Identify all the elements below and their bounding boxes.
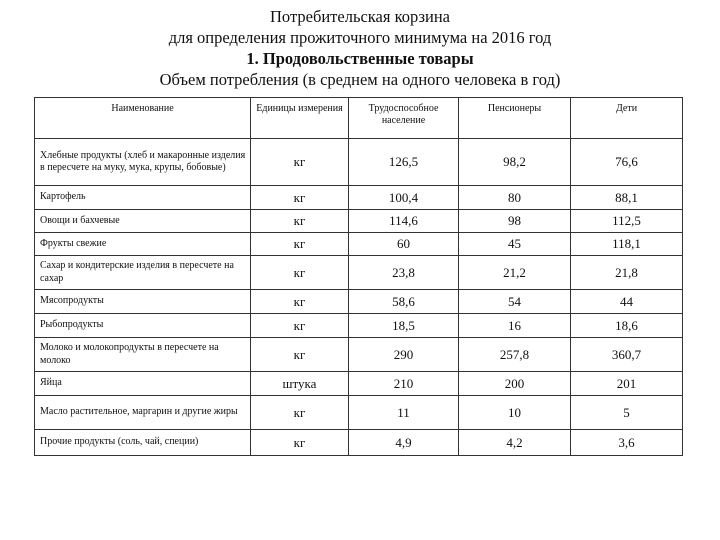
row-name: Фрукты свежие (35, 233, 251, 256)
row-name: Яйца (35, 372, 251, 396)
row-unit: кг (251, 338, 349, 372)
row-children: 88,1 (571, 186, 683, 210)
table-row (35, 430, 683, 456)
row-workers: 11 (349, 396, 459, 430)
row-pensioners: 200 (459, 372, 571, 396)
row-name: Рыбопродукты (35, 314, 251, 338)
header-workers: Трудоспособное население (349, 98, 459, 139)
header-children: Дети (571, 98, 683, 139)
header-name: Наименование (35, 98, 251, 139)
row-children: 5 (571, 396, 683, 430)
row-workers: 60 (349, 233, 459, 256)
table-row (35, 210, 683, 233)
row-pensioners: 98 (459, 210, 571, 233)
row-children: 201 (571, 372, 683, 396)
row-children: 18,6 (571, 314, 683, 338)
row-workers: 58,6 (349, 290, 459, 314)
row-pensioners: 45 (459, 233, 571, 256)
row-children: 76,6 (571, 139, 683, 186)
row-workers: 23,8 (349, 256, 459, 290)
table-row (35, 396, 683, 430)
document-title: Потребительская корзина (270, 7, 450, 26)
row-name: Мясопродукты (35, 290, 251, 314)
table-row (35, 256, 683, 290)
table-row (35, 372, 683, 396)
header-row (35, 98, 683, 139)
row-unit: кг (251, 233, 349, 256)
row-workers: 126,5 (349, 139, 459, 186)
row-unit: кг (251, 314, 349, 338)
row-unit: кг (251, 139, 349, 186)
row-pensioners: 16 (459, 314, 571, 338)
row-children: 360,7 (571, 338, 683, 372)
row-children: 44 (571, 290, 683, 314)
row-unit: кг (251, 256, 349, 290)
row-unit: кг (251, 430, 349, 456)
table-row (35, 314, 683, 338)
row-name: Картофель (35, 186, 251, 210)
row-name: Овощи и бахчевые (35, 210, 251, 233)
row-children: 21,8 (571, 256, 683, 290)
row-unit: кг (251, 396, 349, 430)
row-name: Масло растительное, маргарин и другие жиры (35, 396, 251, 430)
header-pensioners: Пенсионеры (459, 98, 571, 139)
table-row (35, 233, 683, 256)
row-children: 3,6 (571, 430, 683, 456)
row-name: Сахар и кондитерские изделия в пересчете на сахар (35, 256, 251, 290)
row-workers: 18,5 (349, 314, 459, 338)
row-workers: 4,9 (349, 430, 459, 456)
document-header (0, 6, 720, 90)
header-unit: Единицы измерения (251, 98, 349, 139)
row-children: 112,5 (571, 210, 683, 233)
row-unit: кг (251, 186, 349, 210)
row-unit: штука (251, 372, 349, 396)
row-name: Молоко и молокопродукты в пересчете на молоко (35, 338, 251, 372)
document-subtitle: для определения прожиточного минимума на 2016 год (168, 28, 552, 47)
row-pensioners: 98,2 (459, 139, 571, 186)
row-unit: кг (251, 290, 349, 314)
row-workers: 290 (349, 338, 459, 372)
table-caption: Объем потребления (в среднем на одного человека в год) (159, 70, 561, 89)
row-pensioners: 10 (459, 396, 571, 430)
row-pensioners: 21,2 (459, 256, 571, 290)
table-row (35, 186, 683, 210)
section-title: 1. Продовольственные товары (246, 49, 474, 68)
row-name: Хлебные продукты (хлеб и макаронные изделия в пересчете на муку, мука, крупы, бобовые) (35, 139, 251, 186)
row-workers: 100,4 (349, 186, 459, 210)
row-name: Прочие продукты (соль, чай, специи) (35, 430, 251, 456)
table-row (35, 290, 683, 314)
row-workers: 210 (349, 372, 459, 396)
row-pensioners: 80 (459, 186, 571, 210)
row-pensioners: 4,2 (459, 430, 571, 456)
row-workers: 114,6 (349, 210, 459, 233)
table-row (35, 338, 683, 372)
consumption-table (34, 97, 683, 456)
row-children: 118,1 (571, 233, 683, 256)
row-unit: кг (251, 210, 349, 233)
row-pensioners: 54 (459, 290, 571, 314)
row-pensioners: 257,8 (459, 338, 571, 372)
table-row (35, 139, 683, 186)
